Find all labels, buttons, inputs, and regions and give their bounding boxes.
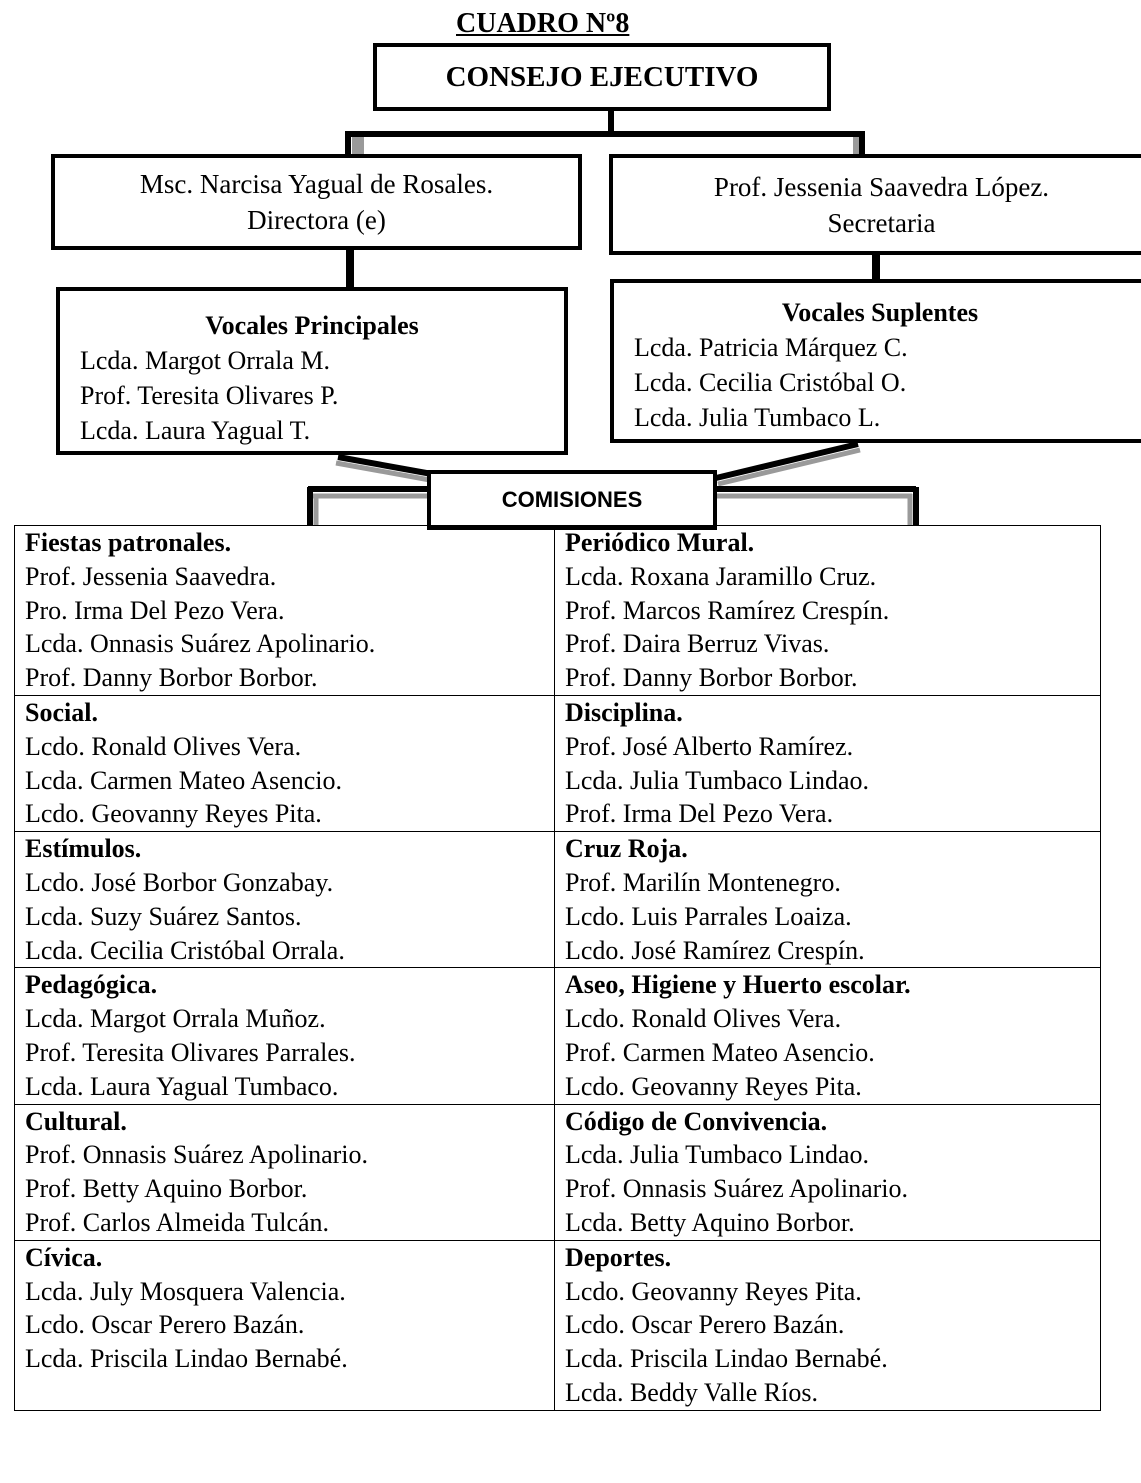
comision-member: Prof. Carlos Almeida Tulcán. <box>25 1207 330 1237</box>
comision-heading: Disciplina. <box>565 697 683 727</box>
comision-member: Lcda. Onnasis Suárez Apolinario. <box>25 629 376 659</box>
comisiones-body <box>15 526 1101 1411</box>
comision-member: Lcdo. José Ramírez Crespín. <box>565 935 865 965</box>
comision-member: Prof. Danny Borbor Borbor. <box>565 663 858 693</box>
comision-cell <box>15 832 555 968</box>
comision-member: Prof. Irma Del Pezo Vera. <box>565 799 834 829</box>
comision-member: Lcdo. José Borbor Gonzabay. <box>25 867 334 897</box>
comision-member: Lcda. Laura Yagual Tumbaco. <box>25 1071 339 1101</box>
comision-member: Lcdo. Oscar Perero Bazán. <box>565 1310 845 1340</box>
comisiones-row <box>15 1104 1101 1240</box>
vocales-suplentes-heading: Vocales Suplentes <box>781 298 979 327</box>
comision-member: Pro. Irma Del Pezo Vera. <box>25 595 285 625</box>
vocal-suplente: Lcda. Cecilia Cristóbal O. <box>634 368 907 397</box>
comision-member: Prof. Marcos Ramírez Crespín. <box>565 595 890 625</box>
comision-member: Lcda. Carmen Mateo Asencio. <box>25 765 342 795</box>
comisiones-table <box>14 525 1101 1411</box>
consejo-ejecutivo-box <box>373 43 831 111</box>
comision-member: Lcdo. Oscar Perero Bazán. <box>25 1310 305 1340</box>
comision-member: Lcda. Priscila Lindao Bernabé. <box>25 1344 348 1374</box>
comision-member: Lcda. Beddy Valle Ríos. <box>565 1377 818 1407</box>
consejo-ejecutivo-title: CONSEJO EJECUTIVO <box>445 60 759 93</box>
comision-member: Prof. Marilín Montenegro. <box>565 867 841 897</box>
comisiones-row <box>15 526 1101 696</box>
comision-member: Prof. Betty Aquino Borbor. <box>25 1174 308 1204</box>
comision-member: Lcda. Suzy Suárez Santos. <box>25 901 302 931</box>
vocales-principales-heading: Vocales Principales <box>205 311 419 340</box>
vocales-principales-box <box>56 287 568 455</box>
comision-heading: Deportes. <box>565 1242 672 1272</box>
comision-member: Prof. Danny Borbor Borbor. <box>25 663 318 693</box>
comision-member: Lcda. Julia Tumbaco Lindao. <box>565 1140 870 1170</box>
comision-member: Lcdo. Ronald Olives Vera. <box>565 1004 842 1034</box>
comision-member: Prof. Onnasis Suárez Apolinario. <box>25 1140 369 1170</box>
secretaria-role: Secretaria <box>827 207 936 238</box>
directora-name: Msc. Narcisa Yagual de Rosales. <box>139 169 494 199</box>
comisiones-box <box>427 470 717 530</box>
comisiones-row <box>15 832 1101 968</box>
comision-member: Lcda. Priscila Lindao Bernabé. <box>565 1344 888 1374</box>
comision-cell <box>15 526 555 696</box>
comision-heading: Cultural. <box>25 1106 127 1136</box>
comision-member: Lcdo. Geovanny Reyes Pita. <box>25 799 322 829</box>
comisiones-row <box>15 968 1101 1104</box>
comision-heading: Cruz Roja. <box>565 834 688 864</box>
comisiones-label: COMISIONES <box>501 487 643 512</box>
comision-member: Lcdo. Luis Parrales Loaiza. <box>565 901 852 931</box>
diagonal-right <box>716 444 858 478</box>
comision-member: Lcda. Margot Orrala Muñoz. <box>25 1004 326 1034</box>
comision-member: Lcda. Cecilia Cristóbal Orrala. <box>25 935 345 965</box>
comision-member: Prof. Jessenia Saavedra. <box>25 561 277 591</box>
comision-heading: Cívica. <box>25 1242 103 1272</box>
comision-heading: Código de Convivencia. <box>565 1106 828 1136</box>
comision-member: Prof. Teresita Olivares Parrales. <box>25 1037 356 1067</box>
comision-cell <box>15 695 555 831</box>
vocal-principal: Prof. Teresita Olivares P. <box>80 381 339 410</box>
secretaria-box <box>609 154 1141 255</box>
vocal-principal: Lcda. Margot Orrala M. <box>80 346 331 375</box>
comision-cell <box>15 1104 555 1240</box>
vocal-suplente: Lcda. Patricia Márquez C. <box>634 333 908 362</box>
comision-member: Lcdo. Geovanny Reyes Pita. <box>565 1071 862 1101</box>
vocal-principal: Lcda. Laura Yagual T. <box>80 416 311 445</box>
comision-member: Lcdo. Geovanny Reyes Pita. <box>565 1276 862 1306</box>
comision-cell <box>555 526 1101 696</box>
comision-cell <box>555 968 1101 1104</box>
comision-member: Lcda. Betty Aquino Borbor. <box>565 1207 855 1237</box>
comision-member: Prof. Onnasis Suárez Apolinario. <box>565 1174 909 1204</box>
figure-caption: CUADRO Nº8 <box>456 8 630 39</box>
comision-heading: Fiestas patronales. <box>25 528 232 557</box>
directora-role: Directora (e) <box>247 205 386 235</box>
diagonal-shadow-right <box>718 450 860 484</box>
comision-cell <box>555 695 1101 831</box>
comision-member: Prof. José Alberto Ramírez. <box>565 731 854 761</box>
comision-member: Prof. Daira Berruz Vivas. <box>565 629 830 659</box>
secretaria-name: Prof. Jessenia Saavedra López. <box>713 171 1050 202</box>
comision-cell <box>555 1240 1101 1410</box>
comision-cell <box>15 968 555 1104</box>
comision-heading: Social. <box>25 697 98 727</box>
comision-member: Lcda. July Mosquera Valencia. <box>25 1276 346 1306</box>
comision-cell <box>555 832 1101 968</box>
comision-heading: Pedagógica. <box>25 970 158 1000</box>
comision-heading: Aseo, Higiene y Huerto escolar. <box>565 970 911 1000</box>
comision-member: Lcda. Julia Tumbaco Lindao. <box>565 765 870 795</box>
comision-member: Lcda. Roxana Jaramillo Cruz. <box>565 561 877 591</box>
comision-cell <box>15 1240 555 1410</box>
comision-cell <box>555 1104 1101 1240</box>
comisiones-row <box>15 695 1101 831</box>
vocales-suplentes-box <box>610 279 1141 443</box>
directora-box <box>51 154 582 250</box>
comision-member: Prof. Carmen Mateo Asencio. <box>565 1037 875 1067</box>
comision-heading: Estímulos. <box>25 834 142 864</box>
comision-heading: Periódico Mural. <box>565 528 755 557</box>
comision-member: Lcdo. Ronald Olives Vera. <box>25 731 302 761</box>
comisiones-row <box>15 1240 1101 1410</box>
vocal-suplente: Lcda. Julia Tumbaco L. <box>634 403 881 432</box>
